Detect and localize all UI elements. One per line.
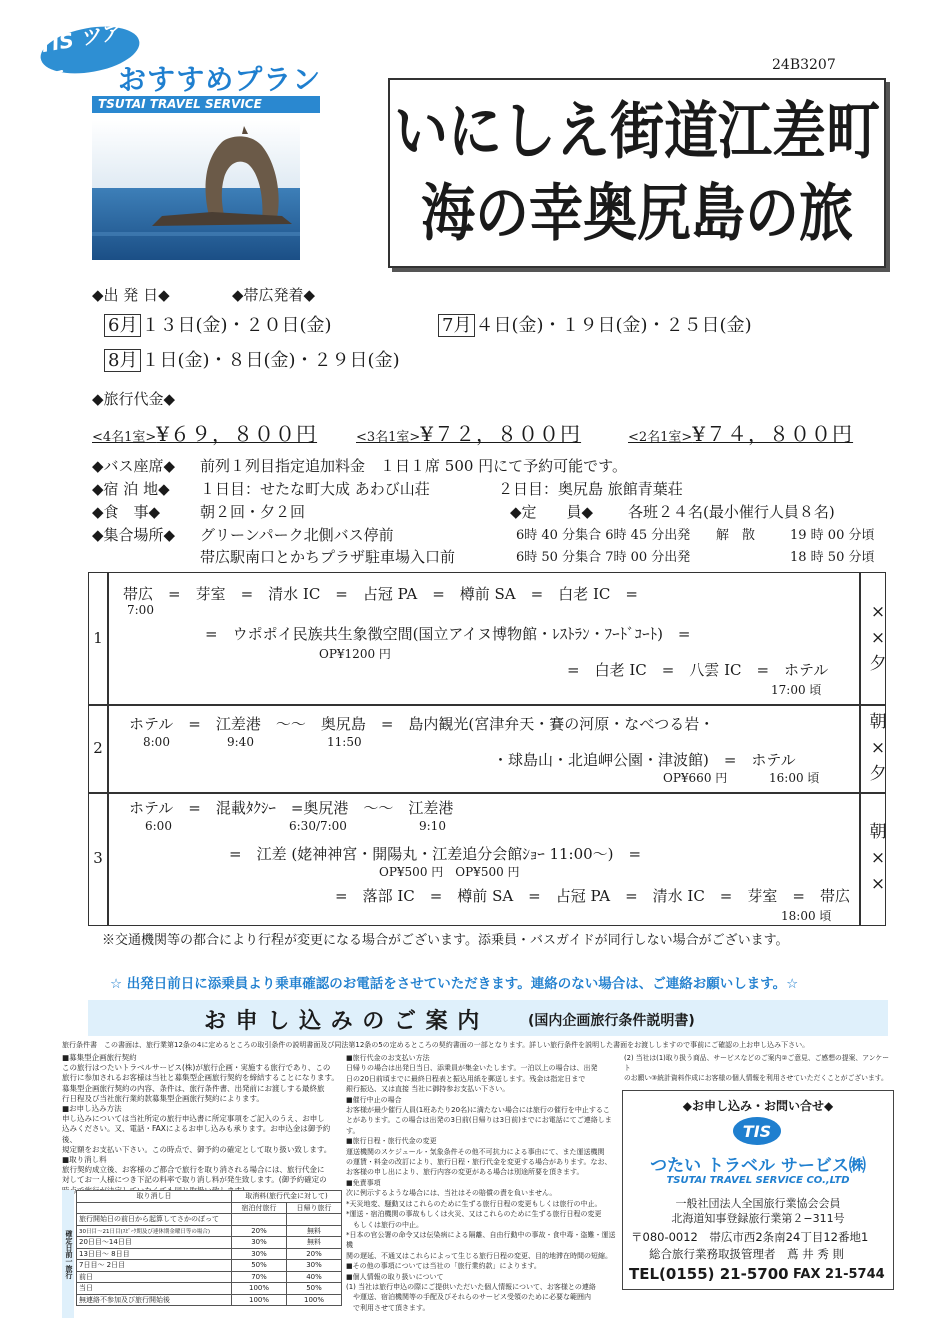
june-day-list: １３日(金)・２０日(金) bbox=[141, 315, 332, 336]
terms-line: 旅行契約成立後、お客様のご都合で旅行を取り消される場合には、旅行代金に bbox=[62, 1165, 325, 1175]
stay-day1: １日目：せたな町大成 あわび山荘 bbox=[200, 480, 430, 498]
table-cell: 30% bbox=[232, 1237, 287, 1249]
terms-line: *天災地変、騒動又はこれらのために生ずる旅行日程の変更もしくは旅行の中止。 bbox=[346, 1199, 602, 1208]
company-address: 〒080-0012 帯広市西2条南24丁目12番地1 bbox=[631, 1230, 869, 1244]
table-cell: 20日目〜14日目 bbox=[77, 1237, 232, 1249]
terms-line: お客様が最少催行人員(1班あたり20名)に満たない場合には旅行の催行を中止するこ bbox=[346, 1106, 610, 1115]
terms-line: とがあります。この場合は出発の3日前(日帰りは3日前)までにお電話にてご連絡します。 bbox=[346, 1116, 612, 1135]
day1-route-line2: = ウポポイ民族共生象徴空間(国立アイヌ博物館・ﾚｽﾄﾗﾝ・ﾌｰﾄﾞｺｰﾄ) = bbox=[205, 625, 691, 643]
month-august: 8月 bbox=[104, 349, 141, 372]
day3-route-line2: = 江差 (姥神神宮・開陽丸・江差追分会館ｼｮｰ 11:00〜) = bbox=[229, 845, 642, 863]
contact-title: ◆お申し込み・お問い合せ◆ bbox=[682, 1099, 834, 1113]
price-3-per-room bbox=[356, 418, 581, 447]
meeting-label: ◆集合場所◆ bbox=[92, 526, 176, 544]
phone-number: TEL(0155) 21-5700 bbox=[629, 1265, 789, 1283]
application-subtitle: (国内企画旅行条件説明書) bbox=[528, 1013, 695, 1029]
terms-line: 次に例示するような場合には、当社はその賠償の責を負いません。 bbox=[346, 1189, 557, 1198]
day1-route-line3: = 白老 IC = 八雲 IC = ホテル bbox=[567, 661, 829, 679]
day3-route-line3: = 落部 IC = 樽前 SA = 占冠 PA = 清水 IC = 芽室 = 帯広 bbox=[335, 887, 850, 905]
price-3-note: <3名1室> bbox=[356, 430, 421, 445]
table-row bbox=[77, 1225, 342, 1237]
july-dates bbox=[438, 311, 752, 337]
dismiss-label: 解 散 bbox=[716, 528, 756, 543]
terms-line: 旅行に参加されるお客様は当社と募集型企画旅行契約を締結することになります。 bbox=[62, 1073, 339, 1083]
price-4-per-room bbox=[92, 418, 317, 447]
day2-option-price: OP¥660 円 bbox=[663, 771, 728, 785]
company-name: つたい トラベル サービス㈱ bbox=[650, 1156, 866, 1176]
terms-line: お客様の申し出により、旅行内容の変更がある場合は別途所要を頂きます。 bbox=[346, 1168, 584, 1177]
registration-number: 北海道知事登録旅行業第２−311号 bbox=[671, 1212, 845, 1225]
day3-time-a: 6:00 bbox=[145, 819, 172, 833]
terms-intro: 旅行条件書 この書面は、旅行業第12条の4に定めるところの取引条件の説明書面及び同法第12条の5の定めるところの契約書面の一部となります。詳しい旅行条件を説明した書面をお渡ししますので事前にご確認の上お申し込み下さい。 bbox=[62, 1041, 810, 1049]
table-row bbox=[77, 1214, 342, 1226]
day1-lunch: × bbox=[870, 628, 886, 648]
day3-route-line1: ホテル = 混載ﾀｸｼｰ =奥尻港 〜〜 江差港 bbox=[129, 799, 454, 817]
table-row bbox=[77, 1283, 342, 1295]
day1-option-price: OP¥1200 円 bbox=[319, 647, 391, 661]
company-name-en: TSUTAI TRAVEL SERVICE bbox=[92, 96, 320, 113]
terms-line: 日帰りの場合は出発日当日、添乗員が集金いたします。一泊以上の場合は、出発 bbox=[346, 1064, 598, 1073]
bus-seat-text: 前列１列目指定追加料金 １日１席 500 円にて予約可能です。 bbox=[200, 457, 627, 475]
price-4-note: <4名1室> bbox=[92, 430, 157, 445]
meal-label: ◆食 事◆ bbox=[92, 503, 161, 521]
table-cell: 30% bbox=[232, 1248, 287, 1260]
day-number: 1 bbox=[93, 629, 103, 647]
price-label: ◆旅行代金◆ bbox=[92, 390, 176, 408]
capacity-text: 各班２４名(最小催行人員８名) bbox=[628, 503, 835, 521]
terms-line: *運送・宿泊機関の事故もしくは火災、又はこれらのために生ずる旅行日程の変更 bbox=[346, 1210, 602, 1219]
table-cell bbox=[287, 1214, 342, 1226]
day2-time-b: 9:40 bbox=[227, 735, 254, 749]
call-notice: ☆ 出発日前日に添乗員より乗車確認のお電話をさせていただきます。連絡のない場合は、ご連絡お願いします。☆ bbox=[110, 976, 799, 992]
cancellation-side-label: 確定日前一旅行 bbox=[62, 1190, 74, 1318]
table-header-cell: 取り消し日 bbox=[77, 1191, 232, 1203]
fax-number: FAX 21-5744 bbox=[793, 1267, 885, 1282]
terms-line: ■募集型企画旅行契約 bbox=[62, 1053, 137, 1062]
table-subheader-row bbox=[77, 1202, 342, 1214]
terms-line: もしくは旅行の中止。 bbox=[346, 1220, 423, 1229]
company-logo-badge: TIS ツアー bbox=[37, 20, 143, 81]
plan-title: おすすめプラン bbox=[118, 63, 322, 96]
table-cell: 13日目〜 8日目 bbox=[77, 1248, 232, 1260]
table-row bbox=[77, 1248, 342, 1260]
itinerary-table bbox=[88, 572, 886, 926]
day-number: 3 bbox=[93, 849, 103, 867]
table-cell: 100% bbox=[287, 1294, 342, 1306]
meal-text: 朝２回・夕２回 bbox=[200, 503, 306, 521]
terms-line: ■免責事項 bbox=[346, 1178, 381, 1187]
terms-column-3 bbox=[624, 1053, 894, 1084]
day2-route-line1: ホテル = 江差港 〜〜 奥尻島 = 島内観光(宮津弁天・賽の河原・なべつる岩・ bbox=[129, 715, 715, 733]
day1-route-line1: 帯広 = 芽室 = 清水 IC = 占冠 PA = 樽前 SA = 白老 IC = bbox=[123, 585, 638, 603]
terms-line: 規定額をお支払い下さい。この時点で、御予約の確定として取り扱い致します。 bbox=[62, 1144, 332, 1154]
application-title: お 申 し 込 み の ご 案 内 bbox=[204, 1009, 481, 1034]
terms-line: (2) 当社は(1)取り扱う商品、サービスなどのご案内②ご意見、ご感想の提案、アンケート bbox=[624, 1054, 889, 1073]
table-cell: 7日目〜 2日目 bbox=[77, 1260, 232, 1272]
day1-time-start: 7:00 bbox=[127, 603, 154, 617]
table-cell: 当日 bbox=[77, 1283, 232, 1295]
month-june: 6月 bbox=[104, 314, 141, 337]
manager-name: 総合旅行業務取扱管理者 蔦 井 秀 則 bbox=[649, 1247, 844, 1261]
application-banner bbox=[88, 1000, 888, 1036]
table-cell: 70% bbox=[232, 1271, 287, 1283]
title-box bbox=[388, 78, 886, 268]
terms-line: ■取り消し料 bbox=[62, 1155, 107, 1165]
terms-line: ■個人情報の取り扱いについて bbox=[346, 1272, 444, 1281]
table-cell: 30% bbox=[287, 1260, 342, 1272]
day3-time-c: 9:10 bbox=[419, 819, 446, 833]
table-cell: 無料 bbox=[287, 1237, 342, 1249]
table-cell: 30日目〜21日目(ｽﾋﾟｰｸ期及び連休期金曜日等の場合) bbox=[77, 1225, 232, 1237]
terms-line: や運送、宿泊機関等の手配及びそれらのサービス受領のために必要な範囲内 bbox=[346, 1293, 591, 1302]
august-dates bbox=[104, 346, 400, 372]
terms-line: ■旅行日程・旅行代金の変更 bbox=[346, 1137, 437, 1146]
table-cell: 無連絡不参加及び旅行開始後 bbox=[77, 1294, 232, 1306]
day2-dinner: 夕 bbox=[869, 764, 887, 784]
table-header-cell: 取消料(旅行代金に対して) bbox=[232, 1191, 342, 1203]
terms-line: 対してお一人様につき下記の料率で取り消し料が発生致します。(御予約確定の bbox=[62, 1175, 327, 1185]
day3-option-prices: OP¥500 円 OP¥500 円 bbox=[379, 865, 520, 879]
price-2-per-room bbox=[628, 418, 853, 447]
stay-day2: ２日目：奥尻島 旅館青葉荘 bbox=[498, 480, 683, 498]
table-cell: 宿泊付旅行 bbox=[232, 1202, 287, 1214]
day-number: 2 bbox=[93, 739, 103, 757]
terms-line: ■催行中止の場合 bbox=[346, 1095, 402, 1104]
day3-arrival-time: 18:00 頃 bbox=[781, 909, 832, 923]
day3-time-b: 6:30/7:00 bbox=[289, 819, 347, 833]
terms-line: *日本の官公署の命令又は伝染病による隔離、自由行動中の事故・食中毒・盗難・運送機 bbox=[346, 1230, 616, 1250]
table-cell: 20% bbox=[232, 1225, 287, 1237]
departure-label: ◆出 発 日◆ bbox=[92, 286, 170, 304]
day3-dinner: × bbox=[870, 874, 886, 894]
august-day-list: １日(金)・８日(金)・２９日(金) bbox=[141, 350, 400, 371]
dismiss-time-1: 19 時 00 分頃 bbox=[790, 528, 875, 543]
departure-origin-label: ◆帯広発着◆ bbox=[232, 286, 316, 304]
terms-line: 関の遅延、不通又はこれらによって生じる旅行日程の変更、目的地滞在時間の短縮。 bbox=[346, 1251, 612, 1260]
association-membership: 一般社団法人全国旅行業協会会員 bbox=[675, 1197, 841, 1210]
meeting-time-2: 6時 50 分集合 7時 00 分出発 bbox=[516, 550, 691, 565]
price-2-value: ¥７４，８００円 bbox=[692, 422, 854, 446]
day2-lunch: × bbox=[870, 738, 886, 758]
itinerary-note: ※交通機関等の都合により行程が変更になる場合がございます。添乗員・バスガイドが同行しない場合がございます。 bbox=[102, 933, 789, 948]
table-cell: 100% bbox=[232, 1294, 287, 1306]
table-cell: 50% bbox=[287, 1283, 342, 1295]
company-name-en-footer: TSUTAI TRAVEL SERVICE CO.,LTD bbox=[666, 1175, 850, 1186]
june-dates bbox=[104, 311, 332, 337]
terms-line: 銀行振込、又は直接 当社に御持参お支払い下さい。 bbox=[346, 1085, 510, 1094]
day2-route-line2: ・球島山・北追岬公園・津波館) = ホテル bbox=[493, 751, 796, 769]
company-logo: TIS bbox=[733, 1117, 781, 1145]
month-july: 7月 bbox=[438, 314, 475, 337]
table-cell: 日帰り旅行 bbox=[287, 1202, 342, 1214]
meeting-place-2: 帯広駅南口とかちプラザ駐車場入口前 bbox=[200, 548, 456, 566]
terms-line: ■お申し込み方法 bbox=[62, 1104, 122, 1114]
table-cell: 100% bbox=[232, 1283, 287, 1295]
terms-column-2 bbox=[346, 1053, 618, 1313]
terms-line: この旅行はつたいトラベルサービス(株)が旅行企画・実施する旅行であり、この bbox=[62, 1063, 331, 1073]
july-day-list: ４日(金)・１９日(金)・２５日(金) bbox=[475, 315, 752, 336]
terms-line: ■その他の事項については当社の「旅行業約款」によります。 bbox=[346, 1262, 541, 1271]
terms-line: ■旅行代金のお支払い方法 bbox=[346, 1054, 430, 1062]
terms-line: で利用させて頂きます。 bbox=[346, 1303, 430, 1312]
table-cell bbox=[77, 1202, 232, 1214]
day2-time-c: 11:50 bbox=[327, 735, 362, 749]
terms-line: 募集型企画旅行契約の内容、条件は、旅行条件書、出発前にお渡しする最終旅 bbox=[62, 1083, 325, 1093]
meeting-time-1: 6時 40 分集合 6時 45 分出発 bbox=[516, 528, 691, 543]
table-cell: 40% bbox=[287, 1271, 342, 1283]
day2-arrival-time: 16:00 頃 bbox=[769, 771, 820, 785]
terms-line: 込みください。又、電話・FAXによるお申し込みも承ります。お申込金は御予約後、 bbox=[62, 1124, 331, 1144]
dismiss-time-2: 18 時 50 分頃 bbox=[790, 550, 875, 565]
table-row bbox=[77, 1271, 342, 1283]
terms-line: (1) 当社は旅行申込の際にご提供いただいた個人情報について、お客様との連絡 bbox=[346, 1282, 596, 1291]
terms-line: 日の20日前頃までに最終日程表と振込用紙を郵送します。残金は指定日まで bbox=[346, 1074, 586, 1083]
tour-code: 24B3207 bbox=[772, 57, 836, 73]
day1-dinner: 夕 bbox=[869, 654, 887, 674]
table-cell bbox=[232, 1214, 287, 1226]
terms-line: の運賃・料金の改訂により、旅行日程・旅行代金を変更する場合があります。なお、 bbox=[346, 1158, 612, 1167]
day1-arrival-time: 17:00 頃 bbox=[771, 683, 822, 697]
day3-lunch: × bbox=[870, 848, 886, 868]
day1-breakfast: × bbox=[870, 602, 886, 622]
table-row bbox=[77, 1294, 342, 1306]
day2-breakfast: 朝 bbox=[869, 712, 887, 732]
stay-label: ◆宿 泊 地◆ bbox=[92, 480, 170, 498]
price-2-note: <2名1室> bbox=[628, 430, 693, 445]
table-cell: 20% bbox=[287, 1248, 342, 1260]
terms-line: 行日程及び当社旅行業約款募集型企画旅行契約によります。 bbox=[62, 1093, 264, 1103]
table-cell: 50% bbox=[232, 1260, 287, 1272]
terms-column-1 bbox=[62, 1053, 342, 1196]
table-cell: 無料 bbox=[287, 1225, 342, 1237]
price-4-value: ¥６９，８００円 bbox=[156, 422, 318, 446]
tour-title-line2: 海の幸奥尻島の旅 bbox=[421, 177, 853, 250]
contact-box bbox=[622, 1090, 894, 1290]
terms-line: 申し込みについては当社所定の旅行申込書に所定事項をご記入のうえ、お申し bbox=[62, 1114, 325, 1124]
terms-line: のお願い③統計資料作成にお客様の個人情報を利用させていただくことがございます。 bbox=[624, 1074, 888, 1083]
terms-line: 運送機関のスケジュール・気象条件その他不可抗力による事由にて、また運送機関 bbox=[346, 1147, 605, 1156]
capacity-label: ◆定 員◆ bbox=[510, 503, 594, 521]
table-header-row bbox=[77, 1191, 342, 1203]
sea-rock-photo bbox=[92, 120, 300, 260]
table-cell: 前日 bbox=[77, 1271, 232, 1283]
table-row bbox=[77, 1260, 342, 1272]
tour-title-line1: いにしえ街道江差町 bbox=[394, 95, 880, 168]
price-3-value: ¥７２，８００円 bbox=[420, 422, 582, 446]
bus-seat-label: ◆バス座席◆ bbox=[92, 457, 176, 475]
meeting-place-1: グリーンパーク北側バス停前 bbox=[200, 526, 394, 544]
table-row bbox=[77, 1237, 342, 1249]
table-cell: 旅行開始日の前日から起算してさかのぼって bbox=[77, 1214, 232, 1226]
day3-breakfast: 朝 bbox=[869, 822, 887, 842]
day2-time-a: 8:00 bbox=[143, 735, 170, 749]
